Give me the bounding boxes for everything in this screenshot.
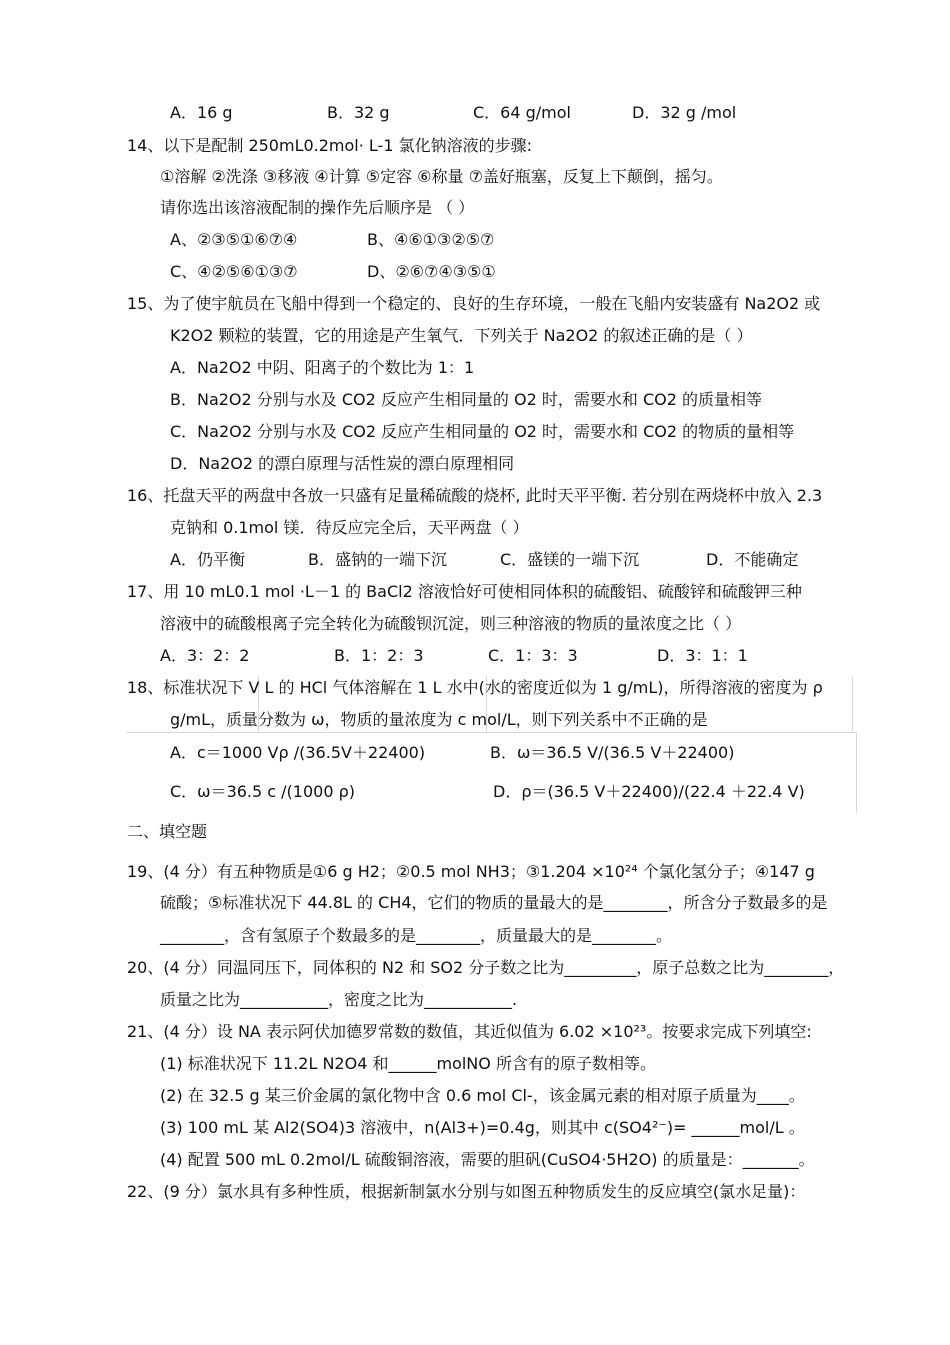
q15-stem-line2: K2O2 颗粒的装置，它的用途是产生氧气．下列关于 Na2O2 的叙述正确的是（ ） [170,326,753,345]
q14-steps: ①溶解 ②洗涤 ③移液 ④计算 ⑤定容 ⑥称量 ⑦盖好瓶塞，反复上下颠倒，摇匀。 [160,167,723,186]
q21-line1: 21、(4 分）设 NA 表示阿伏加德罗常数的数值，其近似值为 6.02 ×10²³。按要求完成下列填空: [127,1022,812,1041]
q16-stem-line1: 16、托盘天平的两盘中各放一只盛有足量稀硫酸的烧杯, 此时天平平衡. 若分别在两烧杯中放入 2.3 [127,486,823,505]
q15-option-b: B．Na2O2 分别与水及 CO2 反应产生相同量的 O2 时，需要水和 CO2 的质量相等 [170,390,762,409]
q18-frame-divider-3 [852,676,853,732]
q20-line1: 20、(4 分）同温同压下，同体积的 N2 和 SO2 分子数之比为_________，原子总数之比为________， [127,958,845,977]
q18-option-a: A．c＝1000 Vρ /(36.5V＋22400) [170,743,426,762]
q13-option-d: D．32 g /mol [632,103,737,122]
q22-line1: 22、(9 分）氯水具有多种性质，根据新制氯水分别与如图五种物质发生的反应填空(氯水足量)： [127,1182,806,1201]
q20-line2: 质量之比为___________，密度之比为___________. [160,990,518,1009]
q16-option-a: A．仍平衡 [170,550,245,569]
q18-stem-line2: g/mL，质量分数为 ω，物质的量浓度为 c mol/L，则下列关系中不正确的是 [170,710,708,729]
q16-option-b: B．盛钠的一端下沉 [308,550,447,569]
q14-stem: 14、以下是配制 250mL0.2mol· L-1 氯化钠溶液的步骤: [127,136,532,155]
q21-part2: (2) 在 32.5 g 某三价金属的氯化物中含 0.6 mol Cl-，该金属元素的相对原子质量为____。 [160,1086,805,1105]
q13-option-b: B．32 g [327,103,390,122]
q15-option-c: C．Na2O2 分别与水及 CO2 反应产生相同量的 O2 时，需要水和 CO2 的物质的量相等 [170,422,795,441]
q18-stem-line1: 18、标准状况下 V L 的 HCl 气体溶解在 1 L 水中(水的密度近似为 1 g/mL)，所得溶液的密度为 ρ [127,678,823,697]
q17-option-a: A．3：2：2 [160,646,250,665]
q15-option-a: A．Na2O2 中阴、阳离子的个数比为 1：1 [170,358,475,377]
q13-option-a: A．16 g [170,103,233,122]
q14-option-d: D、②⑥⑦④③⑤① [367,262,496,281]
q13-option-c: C．64 g/mol [473,103,571,122]
q14-option-b: B、④⑥①③②⑤⑦ [367,230,495,249]
q19-line1: 19、(4 分）有五种物质是①6 g H2；②0.5 mol NH3；③1.204 ×10²⁴ 个氯化氢分子；④147 g [127,862,815,881]
q17-option-c: C．1：3：3 [488,646,578,665]
q14-option-c: C、④②⑤⑥①③⑦ [170,262,298,281]
q18-option-b: B．ω＝36.5 V/(36.5 V＋22400) [490,743,735,762]
q17-option-d: D．3：1：1 [657,646,748,665]
q19-line3: ________，含有氢原子个数最多的是________，质量最大的是________。 [160,926,673,945]
section-heading: 二、填空题 [127,822,208,841]
q21-part3: (3) 100 mL 某 Al2(SO4)3 溶液中，n(Al3+)=0.4g，则其中 c(SO4²⁻)= ______mol/L 。 [160,1118,805,1137]
q18-option-c: C．ω＝36.5 c /(1000 ρ) [170,782,356,801]
q21-part4: (4) 配置 500 mL 0.2mol/L 硫酸铜溶液，需要的胆矾(CuSO4·5H2O) 的质量是：_______。 [160,1150,815,1169]
q15-option-d: D．Na2O2 的漂白原理与活性炭的漂白原理相同 [170,454,515,473]
q16-option-d: D．不能确定 [706,550,799,569]
q16-option-c: C．盛镁的一端下沉 [500,550,640,569]
q14-option-a: A、②③⑤①⑥⑦④ [170,230,298,249]
q21-part1: (1) 标准状况下 11.2L N2O4 和______molNO 所含有的原子数相等。 [160,1054,656,1073]
q17-stem-line1: 17、用 10 mL0.1 mol ·L－1 的 BaCl2 溶液恰好可使相同体积的硫酸铝、硫酸锌和硫酸钾三种 [127,582,802,601]
q17-option-b: B．1：2：3 [334,646,424,665]
q19-line2: 硫酸；⑤标准状况下 44.8L 的 CH4，它们的物质的量最大的是________，所含分子数最多的是 [160,893,828,912]
q15-stem-line1: 15、为了使宇航员在飞船中得到一个稳定的、良好的生存环境，一般在飞船内安装盛有 Na2O2 或 [127,294,821,313]
q18-option-d: D．ρ＝(36.5 V＋22400)/(22.4 ＋22.4 V) [493,782,805,801]
q17-stem-line2: 溶液中的硫酸根离子完全转化为硫酸钡沉淀，则三种溶液的物质的量浓度之比（ ） [160,614,742,633]
q14-question: 请你选出该溶液配制的操作先后顺序是 （ ） [160,198,475,217]
q16-stem-line2: 克钠和 0.1mol 镁．待反应完全后，天平两盘（ ） [170,518,529,537]
